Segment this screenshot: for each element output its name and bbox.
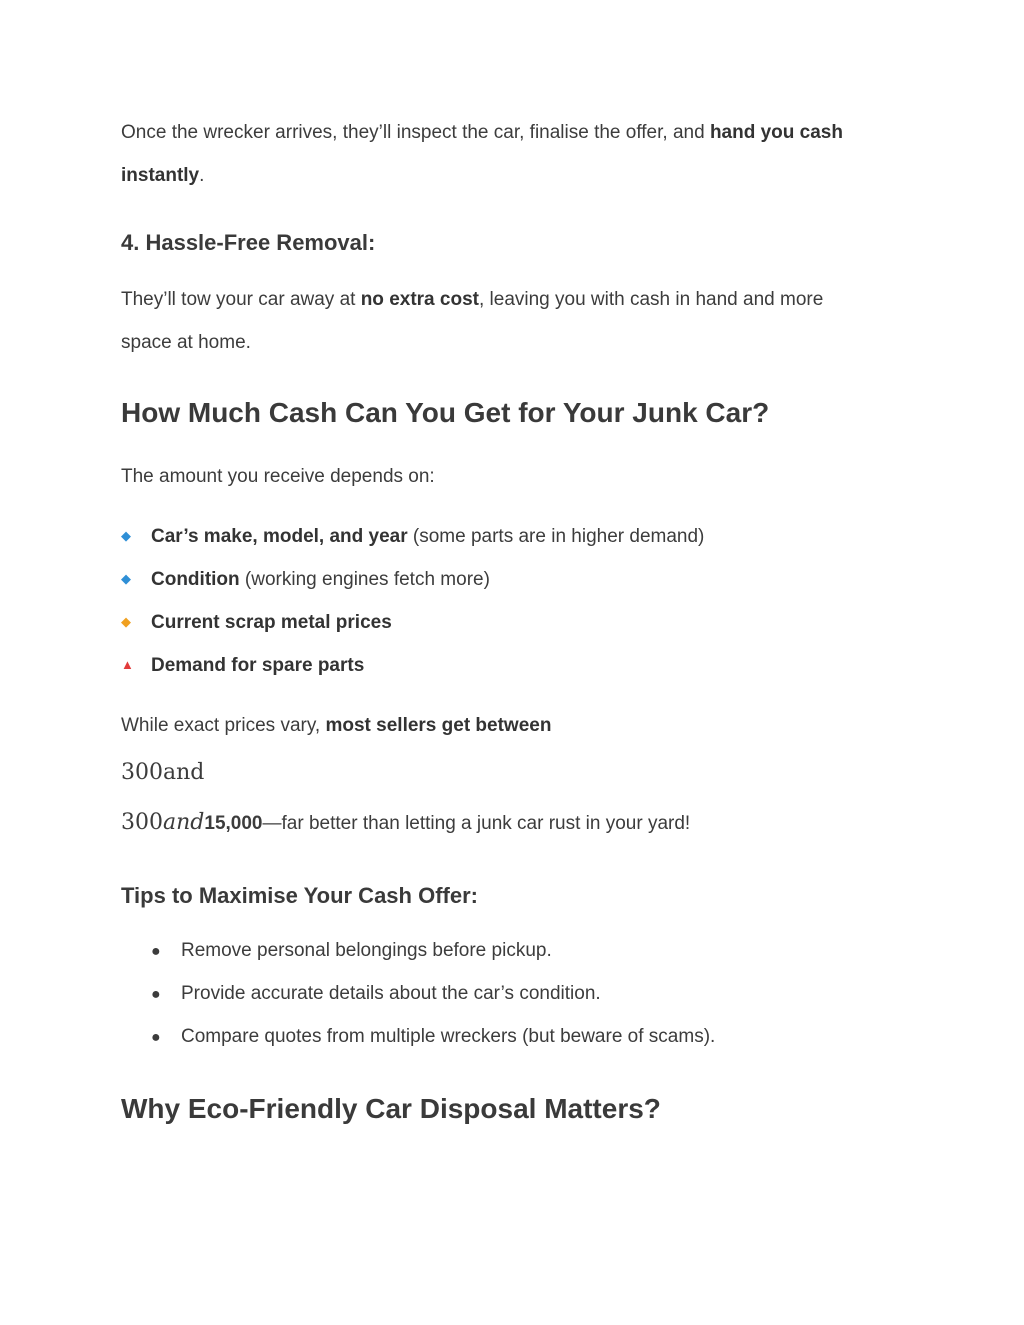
math-line-2 — [121, 810, 690, 835]
paragraph-tow-cont: space at home. — [121, 332, 251, 353]
paragraph-text: , leaving you with cash in hand and more — [478, 289, 824, 310]
paragraph-wrecker-arrives — [121, 111, 843, 154]
blue-diamond-icon: ◆ — [121, 528, 131, 543]
factor-item — [121, 566, 490, 593]
factor-bold: Car’s make, model, and year — [151, 526, 408, 547]
factor-item — [121, 652, 364, 679]
bold-text: most sellers get between — [325, 715, 552, 736]
bold-text: hand you cash — [709, 122, 843, 143]
list-item — [151, 1024, 715, 1051]
paragraph-tow — [121, 278, 823, 321]
bullet-icon: ● — [151, 986, 161, 1003]
paragraph-amount-intro: The amount you receive depends on: — [121, 466, 435, 487]
list-item — [151, 938, 552, 965]
orange-diamond-icon: ◆ — [121, 614, 131, 629]
tips-heading: Tips to Maximise Your Cash Offer: — [121, 883, 478, 908]
section-heading-cash: How Much Cash Can You Get for Your Junk Car? — [121, 397, 770, 428]
list-item-text: Compare quotes from multiple wreckers (but beware of scams). — [181, 1026, 716, 1047]
list-item-text: Remove personal belongings before pickup. — [181, 940, 552, 961]
red-triangle-icon: ▲ — [121, 657, 134, 672]
paragraph-text: —far better than letting a junk car rust in your yard! — [262, 813, 691, 834]
math-rest — [204, 813, 690, 834]
factor-text: (some parts are in higher demand) — [407, 526, 705, 547]
section-heading-eco: Why Eco-Friendly Car Disposal Matters? — [121, 1093, 661, 1124]
blue-diamond-icon: ◆ — [121, 571, 131, 586]
math-line-1: 300and — [121, 760, 205, 785]
factor-bold: Demand for spare parts — [151, 655, 365, 676]
math-italic: and — [163, 810, 205, 835]
paragraph-text: While exact prices vary, — [121, 715, 326, 736]
bullet-icon: ● — [151, 1029, 161, 1046]
factor-item — [121, 609, 392, 636]
paragraph-text: They’ll tow your car away at — [121, 289, 361, 310]
bold-text: 15,000 — [204, 813, 263, 834]
factor-bold: Current scrap metal prices — [151, 612, 392, 633]
paragraph-text: Once the wrecker arrives, they’ll inspect the car, finalise the offer, and — [121, 122, 710, 143]
list-item-text: Provide accurate details about the car’s condition. — [181, 983, 601, 1004]
factor-text: (working engines fetch more) — [239, 569, 490, 590]
step-4-heading: 4. Hassle-Free Removal: — [121, 230, 376, 255]
list-item — [151, 981, 601, 1008]
paragraph-text: . — [199, 165, 205, 186]
factor-item — [121, 523, 704, 550]
factor-bold: Condition — [151, 569, 240, 590]
paragraph-wrecker-arrives-cont — [121, 154, 204, 197]
paragraph-prices — [121, 704, 551, 747]
math-number: 300 — [121, 810, 163, 835]
bullet-icon: ● — [151, 943, 161, 960]
bold-text: instantly — [121, 165, 200, 186]
bold-text: no extra cost — [360, 289, 479, 310]
